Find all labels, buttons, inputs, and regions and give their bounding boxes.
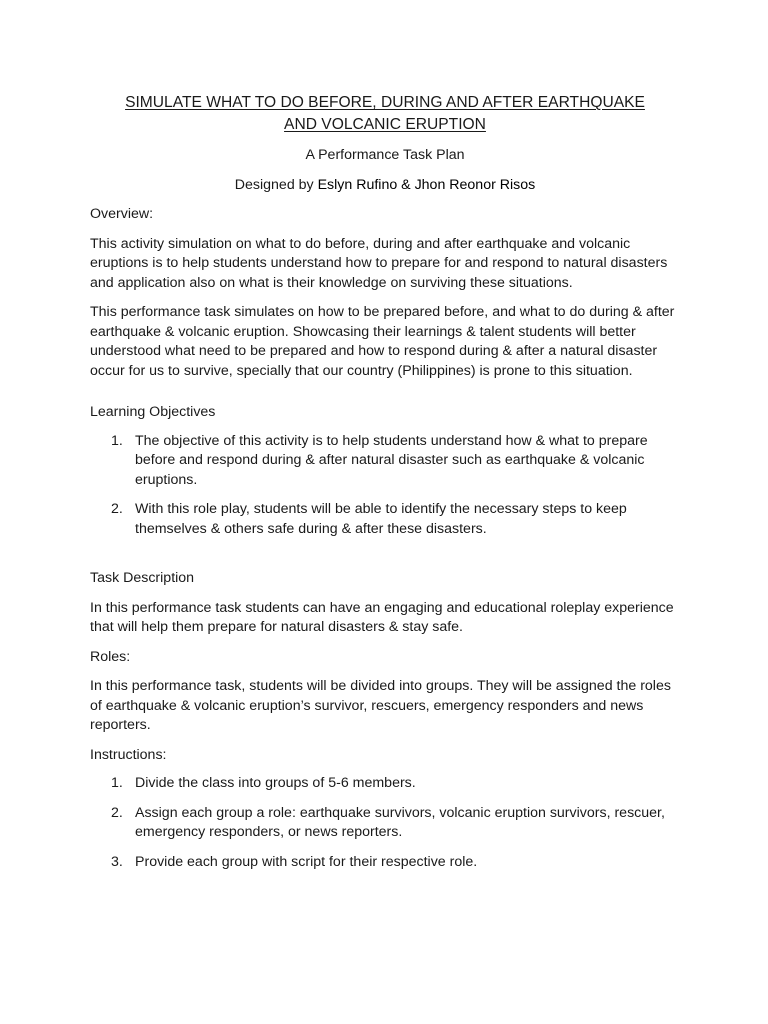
list-item-number: 2. — [111, 501, 123, 517]
task-description-paragraph: In this performance task students can have an engaging and educational roleplay experience that will help them prepare for natural disasters & stay safe. — [90, 599, 674, 635]
roles-paragraph: In this performance task, students will be divided into groups. They will be assigned the roles of earthquake & volcanic eruption’s survivor, rescuers, emergency responders and news reporters. — [90, 678, 671, 733]
overview-paragraph-2: This performance task simulates on how to be prepared before, and what to do during & after earthquake & volcanic eruption. Showcasing their learnings & talent students will better understood what need to be prepared and how to respond during & after a natural disaster occur for us to survive, specially that our country (Philippines) is prone to this situation. — [90, 304, 675, 379]
list-item-number: 2. — [111, 804, 123, 821]
list-item-number: 1. — [111, 432, 123, 449]
document-title — [90, 92, 680, 136]
byline-authors: Eslyn Rufino & Jhon Reonor Risos — [317, 176, 536, 193]
list-item-text: With this role play, students will be able to identify the necessary steps to keep themselves & others safe during & after these disasters. — [135, 501, 627, 537]
list-item-number: 1. — [111, 775, 123, 791]
document-byline — [90, 176, 680, 196]
learning-objectives-list — [90, 432, 680, 540]
list-item-text: Assign each group a role: earthquake survivors, volcanic eruption survivors, rescuer, emergency responders, or news reporters. — [135, 804, 665, 840]
list-item-text: Divide the class into groups of 5-6 members. — [135, 775, 416, 791]
overview-label: Overview: — [90, 206, 154, 222]
task-description-heading: Task Description — [90, 570, 195, 586]
roles-label: Roles: — [90, 648, 131, 665]
title-line-2: AND VOLCANIC ERUPTION — [284, 116, 486, 133]
overview-paragraph-1: This activity simulation on what to do before, during and after earthquake and volcanic eruptions is to help students understand how to prepare for and respond to natural disasters and application also on what is their knowledge on surviving these situations. — [90, 235, 668, 291]
document-subtitle: A Performance Task Plan — [305, 147, 465, 163]
list-item-text: Provide each group with script for their respective role. — [135, 853, 478, 870]
instructions-label: Instructions: — [90, 746, 167, 763]
document-page — [90, 92, 680, 882]
list-item — [90, 804, 680, 843]
title-line-1: SIMULATE WHAT TO DO BEFORE, DURING AND AFTER EARTHQUAKE — [125, 94, 645, 111]
learning-objectives-heading: Learning Objectives — [90, 404, 216, 420]
list-item — [90, 853, 680, 873]
list-item-number: 3. — [111, 853, 123, 870]
byline-prefix: Designed by — [234, 176, 318, 193]
list-item — [90, 500, 680, 539]
list-item-text: The objective of this activity is to help students understand how & what to prepare before and respond during & after natural disaster such as earthquake & volcanic eruptions. — [135, 432, 648, 488]
instructions-list — [90, 774, 680, 872]
list-item — [90, 432, 680, 491]
list-item — [90, 774, 680, 794]
